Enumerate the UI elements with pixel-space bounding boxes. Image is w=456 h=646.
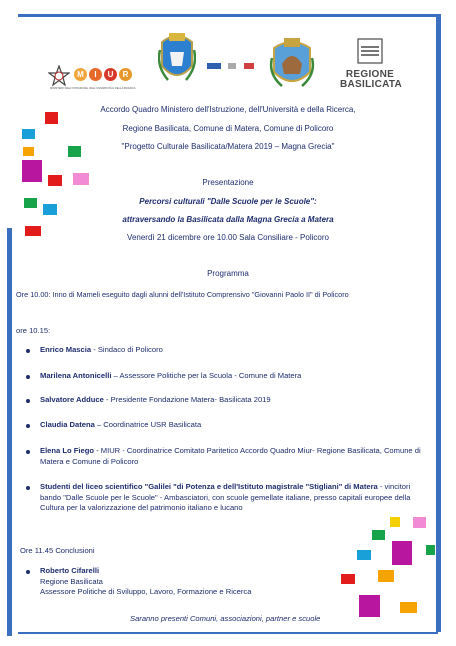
bullet-icon [26,424,30,428]
deco-square [400,602,417,613]
regione-emblem-icon [356,37,384,65]
item-name: Studenti del liceo scientifico "Galilei "di Potenza e dell'Istituto magistrale "Stigliani" di Matera [40,482,378,491]
item-role: - vincitori bando "Dalle Scuole per le Scuole" - Ambasciatori, con scuole gemellate italiane, presso capitali europee della Cultura per la valorizzazione del patrimonio italiano e lucano [40,482,411,512]
badge-icon [228,63,236,69]
matera-crest-icon [158,30,196,86]
list-item [40,420,430,431]
presentation-date: Venerdì 21 dicembre ore 10.00 Sala Consiliare - Policoro [127,233,329,242]
badge-icon [207,63,221,69]
miur-letter-i: I [89,68,102,81]
item-name: Marilena Antonicelli [40,371,112,380]
deco-square [426,545,435,555]
policoro-crest-icon [268,34,316,90]
list-item [40,395,430,406]
final-item [40,566,430,598]
list-item [40,446,430,467]
list-item [40,345,430,356]
programma-line-2: ore 10.15: [16,326,51,335]
item-role: – Coordinatrice USR Basilicata [94,420,202,429]
bullet-icon [26,349,30,353]
item-name: Enrico Mascia [40,345,92,354]
conclusion-line: Ore 11.45 Conclusioni [20,546,95,555]
bullet-icon [26,375,30,379]
deco-square [359,595,380,617]
deco-square [390,517,400,527]
item-role: – Assessore Politiche per la Scuola - Comune di Matera [111,371,302,380]
regione-name-line2: BASILICATA [340,79,403,90]
miur-caption: MINISTERO DELL'ISTRUZIONE, DELL'UNIVERSITÀ E DELLA RICERCA [50,87,136,90]
badge-icon [244,63,254,69]
programma-heading: Programma [207,269,249,278]
item-role: - Sindaco di Policoro [91,345,163,354]
presentation-heading: Presentazione [202,178,254,187]
regione-basilicata-logo [340,37,403,91]
item-name: Elena Lo Fiego [40,446,95,455]
item-name: Salvatore Adduce [40,395,104,404]
miur-logo [50,68,138,98]
final-line-2: Regione Basilicata [40,576,103,586]
small-badges [207,56,257,66]
miur-letter-r: R [119,68,132,81]
final-line-3: Assessore Politiche di Sviluppo, Lavoro, Formazione e Ricerca [40,587,252,596]
programma-line-1: Ore 10.00: Inno di Mameli eseguito dagli alunni dell'Istituto Comprensivo "Giovanni Paolo II" di Policoro [16,290,349,299]
miur-letter-m: M [74,68,87,81]
bullet-icon [26,450,30,454]
frame-top-line [18,14,438,17]
frame-left-line [7,228,12,636]
item-name: Claudia Datena [40,420,95,429]
footer-note: Saranno presenti Comuni, associazioni, partner e scuole [130,614,321,623]
regione-name-line1: REGIONE [345,69,395,80]
deco-square [357,550,371,560]
deco-square [392,541,412,565]
header-line-1: Accordo Quadro Ministero dell'Istruzione, dell'Università e della Ricerca, [100,105,356,114]
header-line-3: "Progetto Culturale Basilicata/Matera 2019 – Magna Grecia" [121,142,335,151]
deco-square [413,517,426,528]
bullet-icon [26,486,30,490]
item-role: - MIUR - Coordinatrice Comitato Paritetico Accordo Quadro Miur- Regione Basilicata, Comune di Matera e Comune di Policoro [40,446,421,466]
list-item [40,482,430,514]
frame-bottom-line [18,632,438,634]
presentation-title-1: Percorsi culturali "Dalle Scuole per le Scuole": [139,197,317,206]
header-line-2: Regione Basilicata, Comune di Matera, Comune di Policoro [122,124,334,133]
deco-square [372,530,385,540]
item-role: - Presidente Fondazione Matera- Basilicata 2019 [103,395,271,404]
final-name: Roberto Cifarelli [40,566,100,575]
bullet-icon [26,570,30,574]
miur-letter-u: U [104,68,117,81]
presentation-title-2: attraversando la Basilicata dalla Magna Grecia a Matera [122,215,334,224]
list-item [40,371,430,382]
bullet-icon [26,399,30,403]
italian-emblem-icon [48,65,70,87]
